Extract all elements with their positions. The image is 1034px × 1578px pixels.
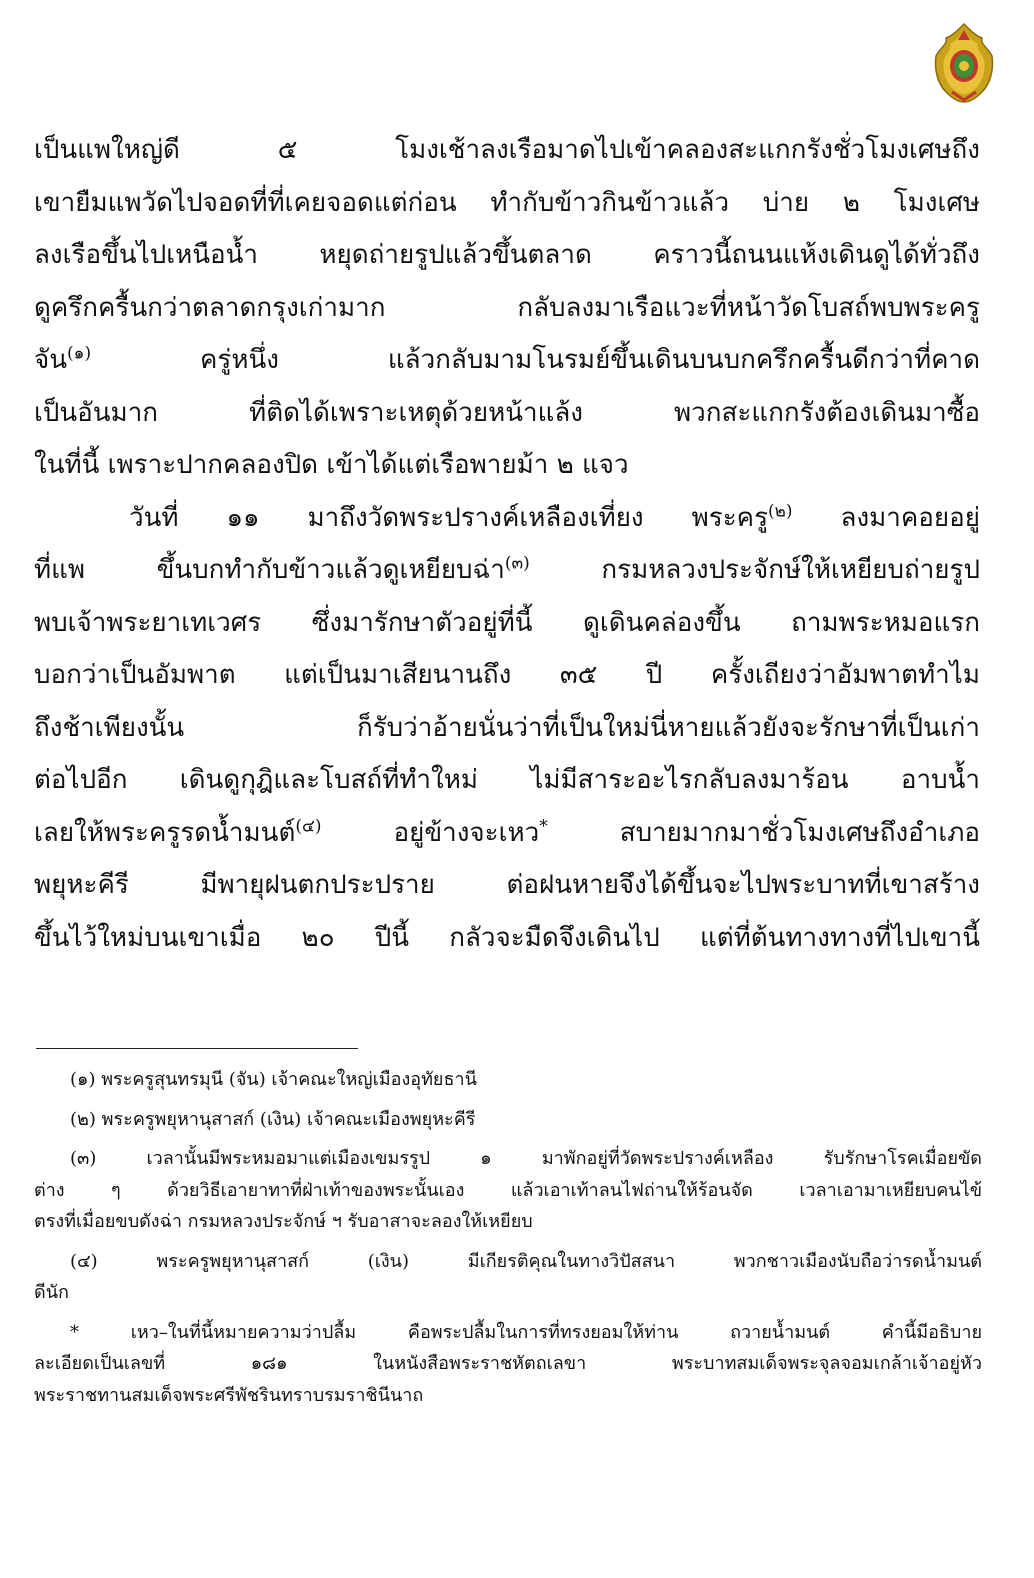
main-text	[34, 124, 980, 964]
footnote-line: (๑) พระครูสุนทรมุนี (จัน) เจ้าคณะใหญ่เมืองอุทัยธานี	[70, 1069, 477, 1090]
asterisk-ref: *	[539, 815, 548, 836]
text-run: ครู่หนึ่ง แล้วกลับมามโนรมย์ขึ้นเดินบนบกครึกครื้นดีกว่าที่คาด	[91, 345, 980, 375]
footnote	[34, 1246, 982, 1309]
footnote-line: ตรงที่เมื่อยขบดังฉ่า กรมหลวงประจักษ์ ฯ รับอาสาจะลองให้เหยียบ	[34, 1211, 533, 1232]
text-line: เป็นอันมาก ที่ติดได้เพราะเหตุด้วยหน้าแล้ง พวกสะแกกรังต้องเดินมาซื้อ	[34, 397, 980, 428]
footnote-line: พระราชทานสมเด็จพระศรีพัชรินทราบรมราชินีนาถ	[34, 1384, 424, 1406]
footnote-line: (๓) เวลานั้นมีพระหมอมาแต่เมืองเขมรรูป ๑ มาพักอยู่ที่วัดพระปรางค์เหลือง รับรักษาโรคเมื่อยขัด	[70, 1148, 982, 1169]
footnote	[34, 1104, 982, 1136]
emblem-seal-icon	[932, 22, 996, 104]
text-line: บอกว่าเป็นอัมพาต แต่เป็นมาเสียนานถึง ๓๕ ปี ครั้งเถียงว่าอัมพาตทำไม	[34, 660, 980, 690]
footnote-divider	[36, 1048, 358, 1049]
text-run: สบายมากมาชั่วโมงเศษถึงอำเภอ	[547, 817, 980, 848]
text-line	[34, 807, 980, 860]
text-run: อยู่ข้างจะเหว	[321, 817, 540, 848]
footnote-line: ดีนัก	[34, 1282, 69, 1303]
footnote-ref: (๔)	[295, 815, 322, 836]
text-line	[34, 492, 980, 545]
text-run: วันที่ ๑๑ มาถึงวัดพระปรางค์เหลืองเที่ยง พระครู	[129, 502, 769, 533]
text-line: เขายืมแพวัดไปจอดที่ที่เคยจอดแต่ก่อน ทำกับข้าวกินข้าวแล้ว บ่าย ๒ โมงเศษ	[34, 187, 980, 218]
footnote-line: * เหว–ในที่นี้หมายความว่าปลื้ม คือพระปลื้มในการที่ทรงยอมให้ท่าน ถวายน้ำมนต์ คำนี้มีอธิบาย	[70, 1321, 982, 1343]
footnote-line: (๔) พระครูพยุหานุสาสก์ (เงิน) มีเกียรติคุณในทางวิปัสสนา พวกชาวเมืองนับถือว่ารดน้ำมนต์	[70, 1250, 982, 1272]
text-line: พยุหะคีรี มีพายุฝนตกประปราย ต่อฝนหายจึงได้ขึ้นจะไปพระบาทที่เขาสร้าง	[34, 870, 980, 900]
footnote-line: (๒) พระครูพยุหานุสาสก์ (เงิน) เจ้าคณะเมืองพยุหะคีรี	[70, 1108, 476, 1130]
text-run: กรมหลวงประจักษ์ให้เหยียบถ่ายรูป	[529, 555, 980, 585]
text-run: จัน	[34, 345, 68, 375]
text-line: ถึงช้าเพียงนั้น ก็รับว่าอ้ายนั่นว่าที่เป็นใหม่นี่หายแล้วยังจะรักษาที่เป็นเก่า	[34, 712, 980, 743]
text-line	[34, 544, 980, 597]
footnote-ref: (๑)	[67, 343, 92, 364]
text-line	[34, 334, 980, 387]
footnote	[34, 1064, 982, 1096]
footnotes	[34, 1064, 982, 1419]
text-run: ที่แพ ขึ้นบกทำกับข้าวแล้วดูเหยียบฉ่า	[34, 555, 505, 585]
text-line: ขึ้นไว้ใหม่บนเขาเมื่อ ๒๐ ปีนี้ กลัวจะมืดจึงเดินไป แต่ที่ต้นทางทางที่ไปเขานี้	[34, 922, 980, 953]
footnote-ref: (๒)	[768, 500, 793, 521]
text-line: ดูครึกครื้นกว่าตลาดกรุงเก่ามาก กลับลงมาเรือแวะที่หน้าวัดโบสถ์พบพระครู	[34, 292, 980, 323]
footnote-line: ต่าง ๆ ด้วยวิธีเอายาทาที่ฝ่าเท้าของพระนั้นเอง แล้วเอาเท้าลนไฟถ่านให้ร้อนจัด เวลาเอามาเหยียบคนไข้	[34, 1179, 982, 1201]
text-line: เป็นแพใหญ่ดี ๕ โมงเช้าลงเรือมาดไปเข้าคลองสะแกกรังชั่วโมงเศษถึง	[34, 135, 980, 165]
footnote-line: ละเอียดเป็นเลขที่ ๑๘๑ ในหนังสือพระราชหัตถเลขา พระบาทสมเด็จพระจุลจอมเกล้าเจ้าอยู่หัว	[34, 1353, 982, 1374]
text-line: ในที่นี้ เพราะปากคลองปิด เข้าได้แต่เรือพายม้า ๒ แจว	[34, 450, 629, 480]
footnote	[34, 1317, 982, 1412]
footnote-ref: (๓)	[504, 553, 530, 574]
text-line: ต่อไปอีก เดินดูกุฎิและโบสถ์ที่ทำใหม่ ไม่มีสาระอะไรกลับลงมาร้อน อาบน้ำ	[34, 765, 980, 795]
text-run: เลยให้พระครูรดน้ำมนต์	[34, 817, 296, 848]
text-line: พบเจ้าพระยาเทเวศร ซึ่งมารักษาตัวอยู่ที่นี้ ดูเดินคล่องขึ้น ถามพระหมอแรก	[34, 607, 980, 638]
text-run: ลงมาคอยอยู่	[792, 502, 980, 533]
footnote	[34, 1143, 982, 1238]
text-line: ลงเรือขึ้นไปเหนือน้ำ หยุดถ่ายรูปแล้วขึ้นตลาด คราวนี้ถนนแห้งเดินดูได้ทั่วถึง	[34, 240, 980, 270]
